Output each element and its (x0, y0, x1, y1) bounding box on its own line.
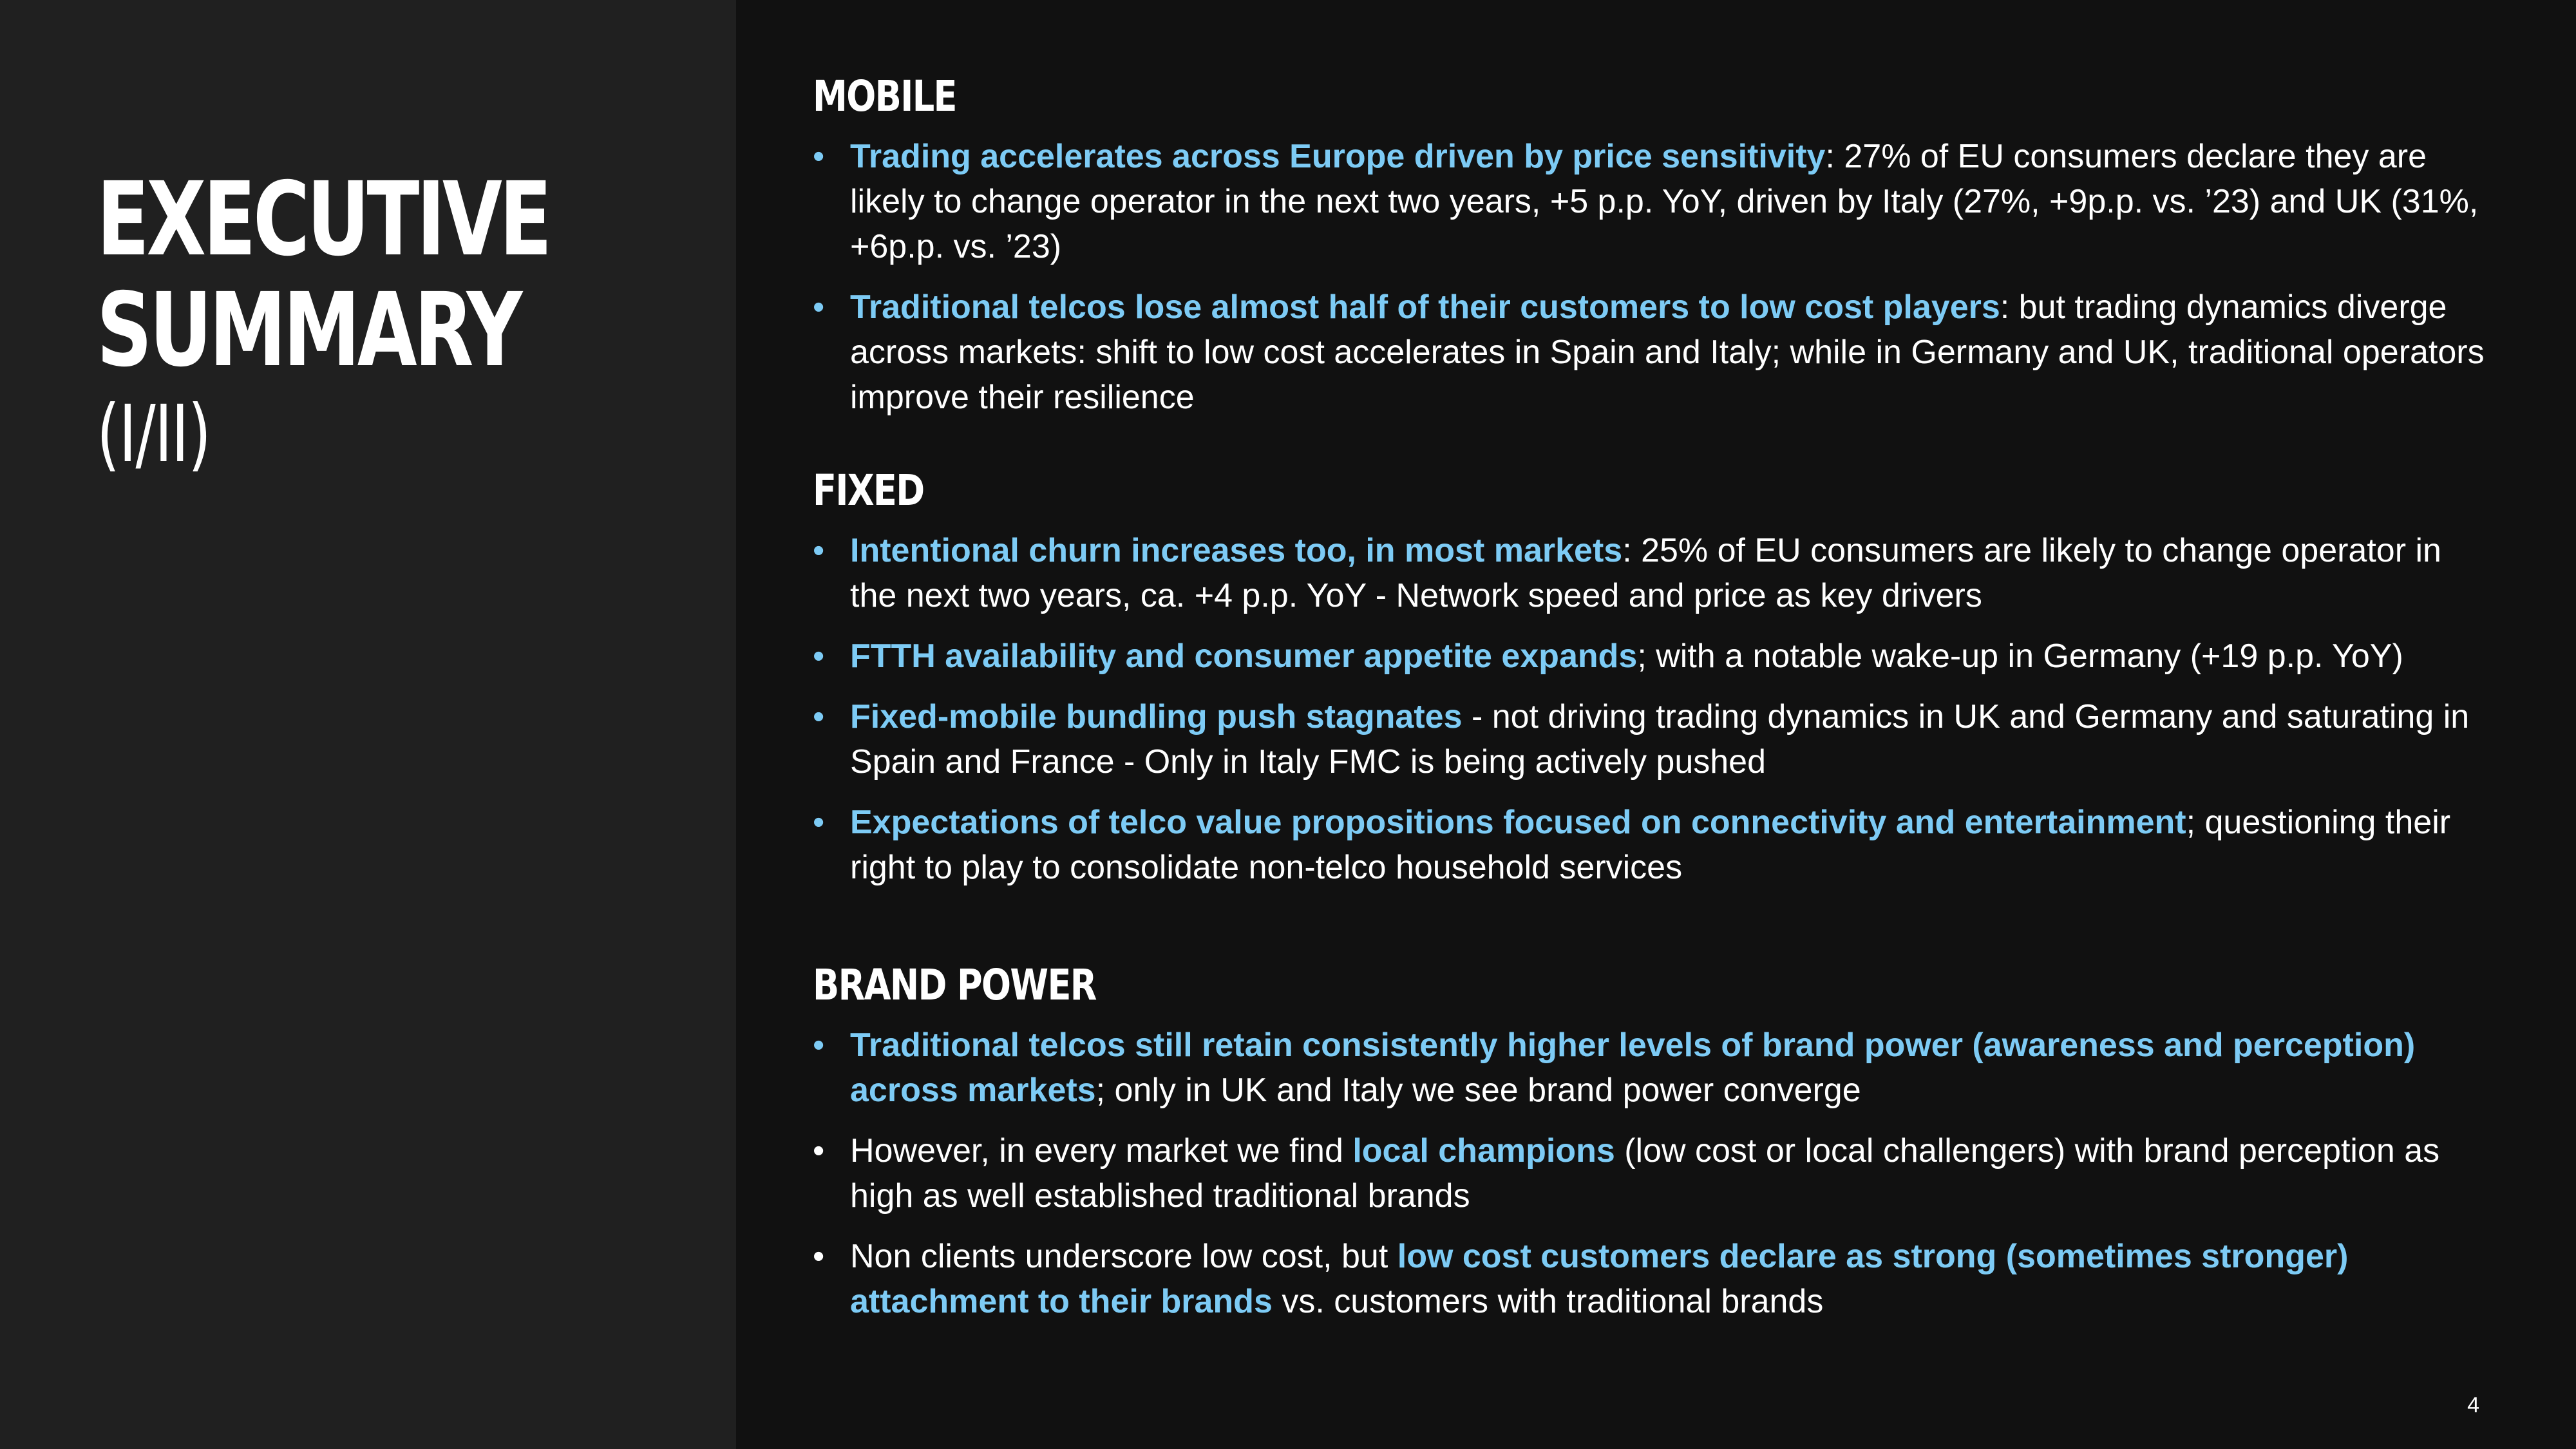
list-item (813, 634, 2487, 679)
section-mobile (813, 71, 2487, 420)
bullet-icon: • (813, 138, 825, 175)
bullet-text: ; questioning their right to play to consolidate non-telco household services (850, 804, 2451, 886)
bullet-list-brand-power (813, 1023, 2487, 1324)
list-item (813, 285, 2487, 420)
bullet-icon: • (813, 532, 825, 569)
list-item (813, 1128, 2487, 1218)
bullet-icon: • (813, 1132, 825, 1170)
list-item (813, 1023, 2487, 1113)
bullet-text: (low cost or local challengers) with brand perception as high as well established traditional brands (850, 1132, 2440, 1215)
bullet-icon: • (813, 804, 825, 841)
bullet-highlight: Traditional telcos lose almost half of their customers to low cost players (850, 289, 2000, 326)
bullet-icon: • (813, 1238, 825, 1275)
bullet-text: ; with a notable wake-up in Germany (+19 p.p. YoY) (1637, 638, 2403, 675)
title-panel (0, 0, 736, 1449)
bullet-text: ; only in UK and Italy we see brand power converge (1095, 1072, 1861, 1109)
bullet-text: : 25% of EU consumers are likely to change operator in the next two years, ca. +4 p.p. YoY - Network speed and price as key drivers (850, 532, 2441, 614)
bullet-highlight: low cost customers declare as strong (sometimes stronger) attachment to their brands (850, 1238, 2349, 1320)
bullet-highlight: local champions (1352, 1132, 1615, 1170)
bullet-text: : but trading dynamics diverge across markets: shift to low cost accelerates in Spain and Italy; while in Germany and UK, traditional operators improve their resilience (850, 289, 2485, 416)
section-heading-mobile: MOBILE (813, 71, 956, 121)
title-line-2: SUMMARY (97, 271, 520, 390)
section-heading-fixed: FIXED (813, 466, 924, 515)
bullet-icon: • (813, 638, 825, 675)
bullet-list-fixed (813, 528, 2487, 890)
bullet-icon: • (813, 1027, 825, 1064)
summary-content (813, 71, 2487, 1340)
bullet-pre-text: Non clients underscore low cost, but (850, 1238, 1397, 1275)
bullet-icon: • (813, 698, 825, 735)
bullet-text: : 27% of EU consumers declare they are likely to change operator in the next two years, +5 p.p. YoY, driven by Italy (27%, +9p.p. vs. ’23) and UK (31%, +6p.p. vs. ’23) (850, 138, 2479, 265)
slide-title (97, 160, 692, 482)
bullet-highlight: Intentional churn increases too, in most markets (850, 532, 1623, 569)
list-item (813, 528, 2487, 618)
title-subtitle: (I/II) (97, 388, 211, 480)
section-fixed (813, 465, 2487, 890)
bullet-highlight: FTTH availability and consumer appetite expands (850, 638, 1638, 675)
bullet-highlight: Expectations of telco value propositions focused on connectivity and entertainment (850, 804, 2186, 841)
section-brand-power (813, 960, 2487, 1324)
bullet-pre-text: However, in every market we find (850, 1132, 1353, 1170)
bullet-text: - not driving trading dynamics in UK and Germany and saturating in Spain and France - Only in Italy FMC is being actively pushed (850, 698, 2470, 781)
bullet-list-mobile (813, 134, 2487, 420)
list-item (813, 800, 2487, 890)
page-number: 4 (2467, 1393, 2479, 1417)
bullet-text: vs. customers with traditional brands (1272, 1283, 1824, 1320)
bullet-highlight: Fixed-mobile bundling push stagnates (850, 698, 1463, 735)
bullet-icon: • (813, 289, 825, 326)
bullet-highlight: Trading accelerates across Europe driven by price sensitivity (850, 138, 1826, 175)
title-line-1: EXECUTIVE (97, 160, 549, 279)
bullet-highlight: Traditional telcos still retain consistently higher levels of brand power (awareness and perception) across markets (850, 1027, 2416, 1109)
list-item (813, 694, 2487, 784)
list-item (813, 1234, 2487, 1324)
list-item (813, 134, 2487, 269)
section-heading-brand-power: BRAND POWER (813, 960, 1096, 1010)
